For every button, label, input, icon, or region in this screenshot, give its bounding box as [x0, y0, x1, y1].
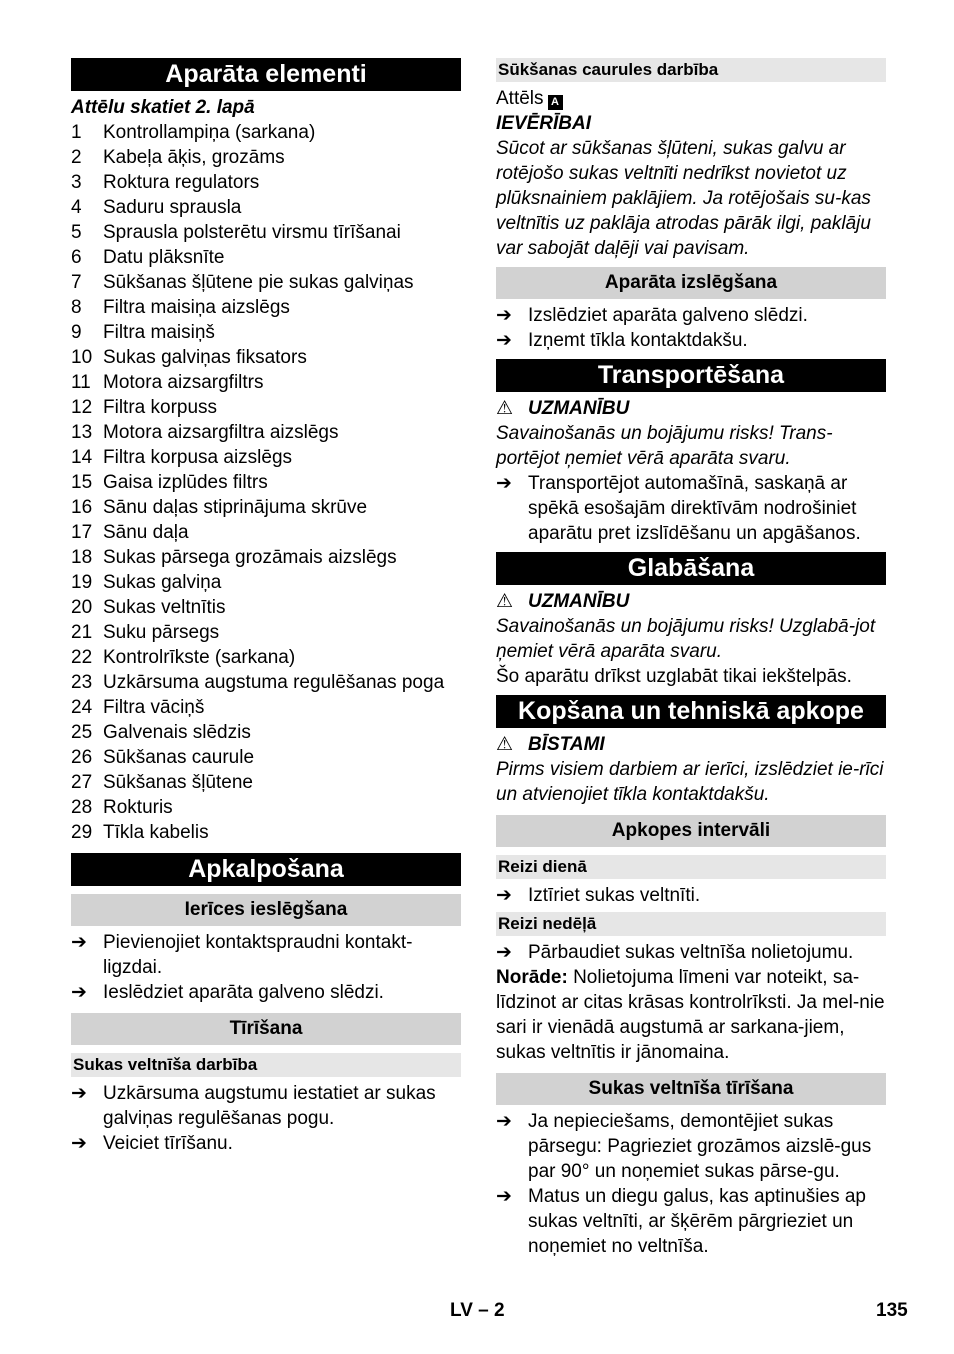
- parts-list-item: [71, 695, 461, 720]
- subsubheading-brush-roller: Sukas veltnīša darbība: [71, 1053, 461, 1077]
- parts-list-item: [71, 245, 461, 270]
- parts-list-item: [71, 745, 461, 770]
- item-number: 11: [71, 372, 91, 393]
- item-label: Sukas veltnītis: [103, 597, 226, 618]
- warning-text: Savainošanās un bojājumu risks! Uzglabā-jot ņemiet vērā aparāta svaru.: [496, 616, 876, 662]
- item-number: 18: [71, 547, 93, 568]
- figure-letter-badge: A: [548, 95, 563, 110]
- item-number: 14: [71, 447, 93, 468]
- warning-heading: [496, 589, 886, 614]
- step-text: Matus un diegu galus, kas aptinušies ap sukas veltnīti, ar šķērēm pārgrieziet un noņemiet no veltnīša.: [528, 1186, 866, 1257]
- left-column: [71, 58, 461, 1156]
- danger-label: BĪSTAMI: [528, 734, 605, 755]
- arrow-icon: ➔: [496, 942, 512, 963]
- arrow-icon: ➔: [496, 473, 512, 494]
- item-label: Sānu daļa: [103, 522, 189, 543]
- item-label: Sukas galviņa: [103, 572, 222, 593]
- list-item: [71, 1131, 461, 1156]
- item-label: Filtra korpusa aizslēgs: [103, 447, 293, 468]
- item-label: Roktura regulators: [103, 172, 260, 193]
- warning-icon: ⚠: [496, 591, 514, 612]
- step-text: Iztīriet sukas veltnīti.: [528, 885, 701, 906]
- item-label: Sūkšanas šļūtene pie sukas galviņas: [103, 272, 414, 293]
- item-label: Rokturis: [103, 797, 173, 818]
- item-label: Kontrollampiņa (sarkana): [103, 122, 316, 143]
- item-number: 4: [71, 197, 82, 218]
- wear-note: [496, 965, 886, 1065]
- item-number: 25: [71, 722, 93, 743]
- parts-list-item: [71, 420, 461, 445]
- subsubheading-suction-tube: Sūkšanas caurules darbība: [496, 58, 886, 82]
- note-label: Norāde:: [496, 967, 568, 988]
- arrow-icon: ➔: [496, 885, 512, 906]
- step-text: Ieslēdziet aparāta galveno slēdzi.: [103, 982, 384, 1003]
- parts-list-item: [71, 495, 461, 520]
- section-heading-storage: Glabāšana: [496, 552, 886, 585]
- figure-reference: Attēlu skatiet 2. lapā: [71, 97, 255, 118]
- page-number: 135: [876, 1300, 908, 1321]
- notice-label: IEVĒRĪBAI: [496, 113, 592, 134]
- item-label: Sukas pārsega grozāmais aizslēgs: [103, 547, 397, 568]
- notice-text: Sūcot ar sūkšanas šļūteni, sukas galvu ar rotējošo sukas veltnīti nedrīkst novietot uz plūksnainiem paklājiem. Ja rotējošais su-kas veltnītis uz paklāja atrodas pārāk ilgi, paklāju var sabojāt daļēji vai pavisam.: [496, 138, 871, 259]
- parts-list-item: [71, 670, 461, 695]
- item-number: 6: [71, 247, 82, 268]
- item-number: 26: [71, 747, 93, 768]
- list-item: [496, 328, 886, 353]
- figure-label: Attēls: [496, 88, 544, 109]
- item-label: Filtra maisiņa aizslēgs: [103, 297, 290, 318]
- item-number: 19: [71, 572, 93, 593]
- item-number: 23: [71, 672, 93, 693]
- figure-line: [496, 86, 886, 111]
- item-label: Filtra vāciņš: [103, 697, 205, 718]
- warning-icon: ⚠: [496, 734, 514, 755]
- item-number: 9: [71, 322, 82, 343]
- item-label: Tīkla kabelis: [103, 822, 209, 843]
- parts-list-item: [71, 645, 461, 670]
- step-text: Veiciet tīrīšanu.: [103, 1133, 233, 1154]
- parts-list-item: [71, 620, 461, 645]
- item-number: 3: [71, 172, 82, 193]
- item-label: Filtra korpuss: [103, 397, 218, 418]
- item-number: 8: [71, 297, 82, 318]
- section-heading-transport: Transportēšana: [496, 359, 886, 392]
- parts-list-item: [71, 270, 461, 295]
- item-label: Saduru sprausla: [103, 197, 242, 218]
- item-label: Filtra maisiņš: [103, 322, 215, 343]
- list-item: [71, 980, 461, 1005]
- item-number: 7: [71, 272, 82, 293]
- item-label: Sānu daļas stiprinājuma skrūve: [103, 497, 368, 518]
- list-item: [496, 303, 886, 328]
- list-item: [71, 1081, 461, 1131]
- parts-list-item: [71, 570, 461, 595]
- parts-list-item: [71, 345, 461, 370]
- section-heading-device-elements: Aparāta elementi: [71, 58, 461, 91]
- section-heading-operation: Apkalpošana: [71, 853, 461, 886]
- warning-heading: [496, 396, 886, 421]
- item-label: Gaisa izplūdes filtrs: [103, 472, 268, 493]
- step-text: Pievienojiet kontaktspraudni kontakt-ligzdai.: [103, 932, 413, 978]
- item-label: Sukas galviņas fiksators: [103, 347, 307, 368]
- subheading-intervals: Apkopes intervāli: [496, 815, 886, 847]
- subheading-brush-cleaning: Sukas veltnīša tīrīšana: [496, 1073, 886, 1105]
- arrow-icon: ➔: [496, 305, 512, 326]
- list-item: [496, 1109, 886, 1184]
- item-label: Datu plāksnīte: [103, 247, 225, 268]
- parts-list-item: [71, 720, 461, 745]
- parts-list-item: [71, 220, 461, 245]
- parts-list-item: [71, 395, 461, 420]
- item-label: Kabeļa āķis, grozāms: [103, 147, 285, 168]
- step-text: Ja nepieciešams, demontējiet sukas pārsegu: Pagrieziet grozāmos aizslē-gus par 90° un noņemiet sukas pārse-gu.: [528, 1111, 872, 1182]
- item-number: 15: [71, 472, 93, 493]
- note-text: Nolietojuma līmeni var noteikt, sa-līdzinot ar citas krāsas kontrolrīksti. Ja mel-nie sari ir vienādā augstumā ar sarkana-jiem, sukas veltnītis ir jānomaina.: [496, 967, 885, 1063]
- parts-list-item: [71, 795, 461, 820]
- parts-list-item: [71, 545, 461, 570]
- step-text: Uzkārsuma augstumu iestatiet ar sukas galviņas regulēšanas pogu.: [103, 1083, 436, 1129]
- item-number: 2: [71, 147, 82, 168]
- item-label: Sprausla polsterētu virsmu tīrīšanai: [103, 222, 401, 243]
- item-number: 29: [71, 822, 93, 843]
- parts-list-item: [71, 170, 461, 195]
- item-number: 22: [71, 647, 93, 668]
- item-number: 27: [71, 772, 93, 793]
- danger-heading: [496, 732, 886, 757]
- list-item: [496, 471, 886, 546]
- item-number: 12: [71, 397, 93, 418]
- item-label: Suku pārsegs: [103, 622, 220, 643]
- storage-note: Šo aparātu drīkst uzglabāt tikai iekštelpās.: [496, 666, 852, 687]
- parts-list: [71, 120, 461, 845]
- item-number: 28: [71, 797, 93, 818]
- item-number: 10: [71, 347, 93, 368]
- step-text: Pārbaudiet sukas veltnīša nolietojumu.: [528, 942, 854, 963]
- arrow-icon: ➔: [496, 1111, 512, 1132]
- parts-list-item: [71, 820, 461, 845]
- item-number: 21: [71, 622, 93, 643]
- parts-list-item: [71, 320, 461, 345]
- item-number: 1: [71, 122, 82, 143]
- parts-list-item: [71, 145, 461, 170]
- parts-list-item: [71, 120, 461, 145]
- list-item: [496, 883, 886, 908]
- parts-list-item: [71, 370, 461, 395]
- parts-list-item: [71, 770, 461, 795]
- item-number: 20: [71, 597, 93, 618]
- list-item: [71, 930, 461, 980]
- item-label: Uzkārsuma augstuma regulēšanas poga: [103, 672, 445, 693]
- subheading-cleaning: Tīrīšana: [71, 1013, 461, 1045]
- step-text: Izslēdziet aparāta galveno slēdzi.: [528, 305, 808, 326]
- item-number: 16: [71, 497, 93, 518]
- step-text: Transportējot automašīnā, saskaņā ar spēkā esošajām direktīvām nodrošiniet aparātu pret izslīdēšanu un apgāšanos.: [528, 473, 861, 544]
- subsubheading-daily: Reizi dienā: [496, 855, 886, 879]
- right-column: [496, 58, 886, 1259]
- warning-label: UZMANĪBU: [528, 398, 630, 419]
- arrow-icon: ➔: [496, 1186, 512, 1207]
- parts-list-item: [71, 195, 461, 220]
- footer-language-page: LV – 2: [450, 1300, 505, 1321]
- parts-list-item: [71, 595, 461, 620]
- arrow-icon: ➔: [71, 982, 87, 1003]
- parts-list-item: [71, 295, 461, 320]
- parts-list-item: [71, 520, 461, 545]
- arrow-icon: ➔: [496, 330, 512, 351]
- subheading-switch-on: Ierīces ieslēgšana: [71, 894, 461, 926]
- step-text: Izņemt tīkla kontaktdakšu.: [528, 330, 748, 351]
- parts-list-item: [71, 470, 461, 495]
- warning-text: Savainošanās un bojājumu risks! Trans-portējot ņemiet vērā aparāta svaru.: [496, 423, 833, 469]
- item-number: 24: [71, 697, 93, 718]
- list-item: [496, 940, 886, 965]
- item-number: 17: [71, 522, 93, 543]
- arrow-icon: ➔: [71, 1133, 87, 1154]
- subsubheading-weekly: Reizi nedēļā: [496, 912, 886, 936]
- item-label: Sūkšanas caurule: [103, 747, 255, 768]
- arrow-icon: ➔: [71, 932, 87, 953]
- section-heading-maintenance: Kopšana un tehniskā apkope: [496, 695, 886, 728]
- list-item: [496, 1184, 886, 1259]
- subheading-switch-off: Aparāta izslēgšana: [496, 267, 886, 299]
- danger-text: Pirms visiem darbiem ar ierīci, izslēdziet ie-rīci un atvienojiet tīkla kontaktdakšu.: [496, 759, 884, 805]
- item-number: 13: [71, 422, 93, 443]
- warning-label: UZMANĪBU: [528, 591, 630, 612]
- item-label: Motora aizsargfiltrs: [103, 372, 264, 393]
- item-label: Kontrolrīkste (sarkana): [103, 647, 296, 668]
- item-label: Sūkšanas šļūtene: [103, 772, 253, 793]
- item-label: Motora aizsargfiltra aizslēgs: [103, 422, 339, 443]
- item-label: Galvenais slēdzis: [103, 722, 251, 743]
- arrow-icon: ➔: [71, 1083, 87, 1104]
- item-number: 5: [71, 222, 82, 243]
- parts-list-item: [71, 445, 461, 470]
- warning-icon: ⚠: [496, 398, 514, 419]
